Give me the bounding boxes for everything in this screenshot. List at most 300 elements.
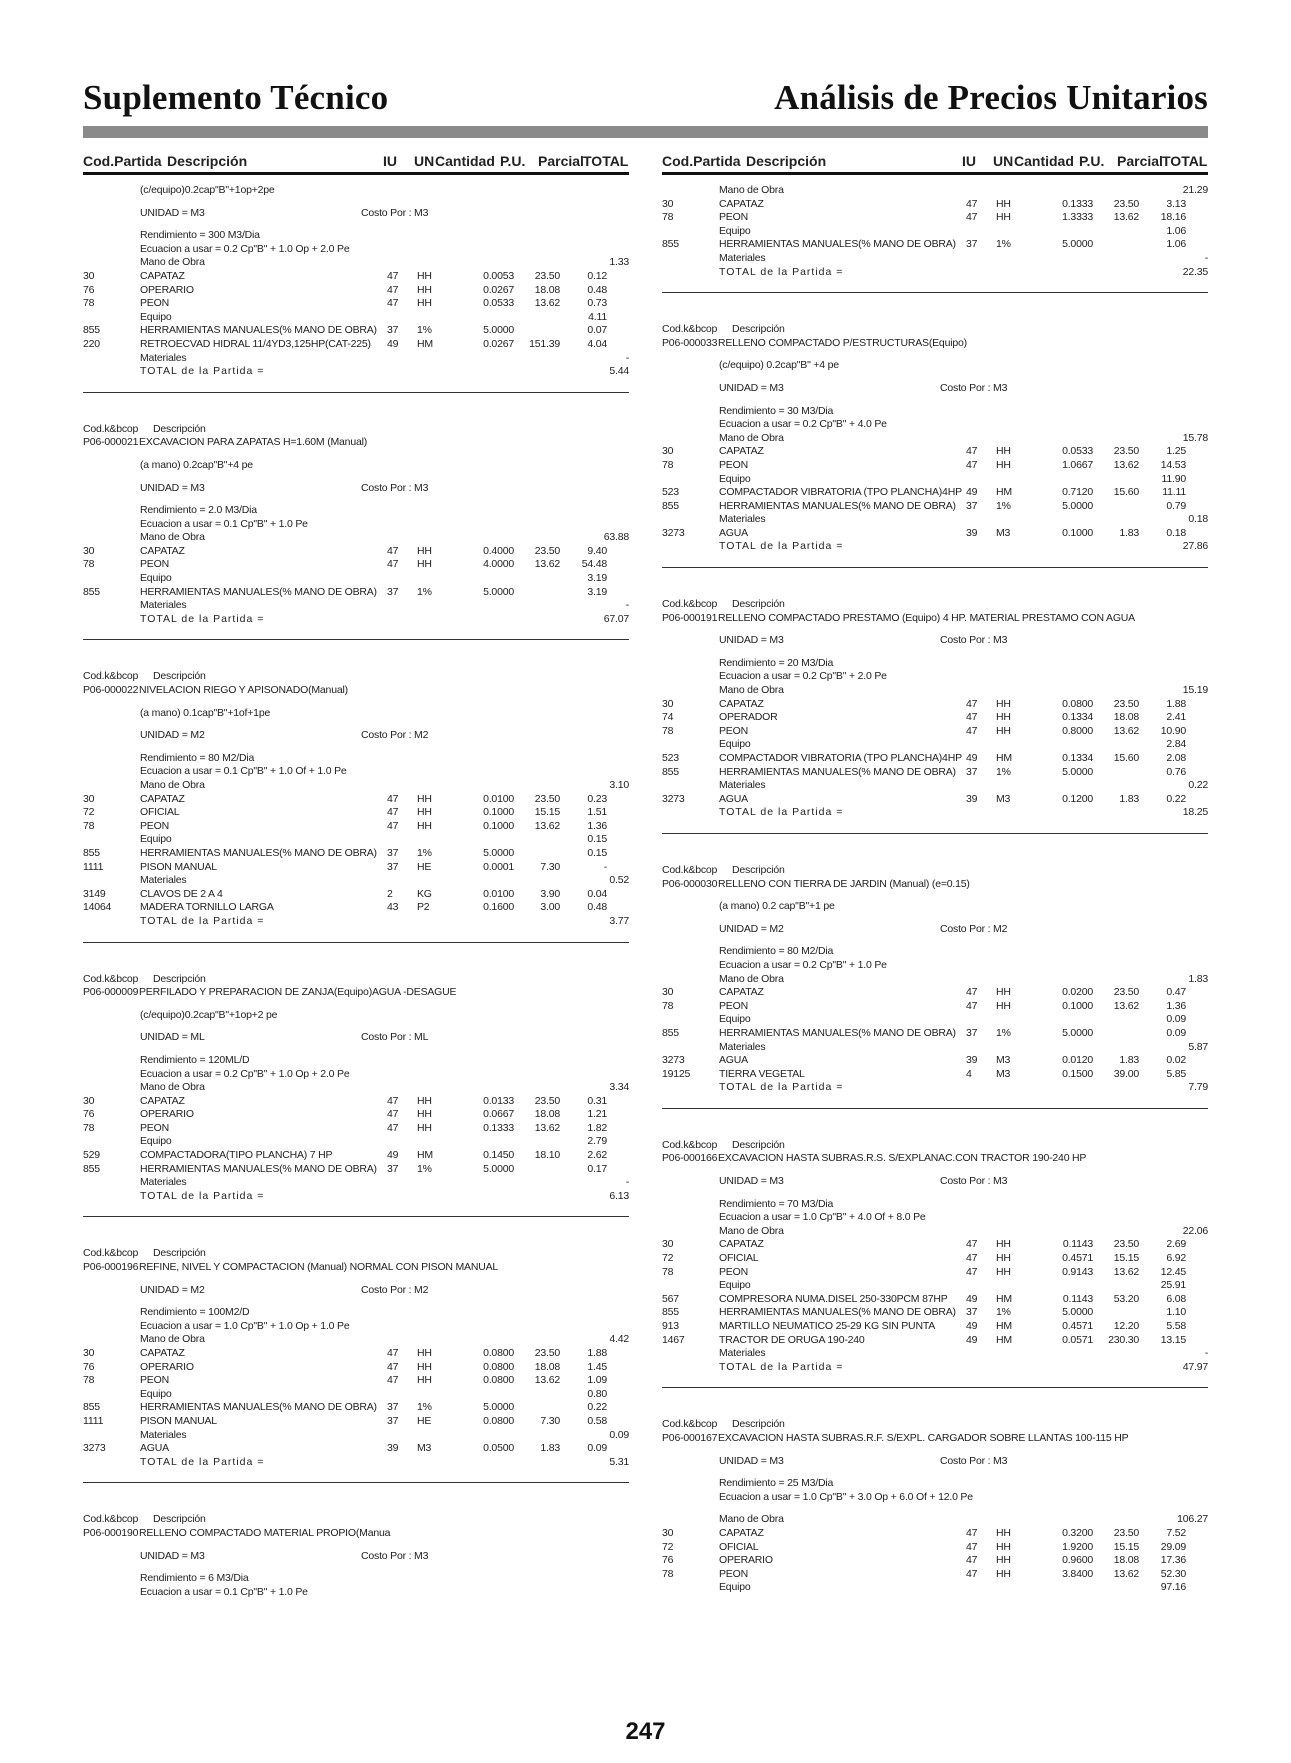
- table-row: [662, 1361, 1208, 1375]
- row-iu: 49: [966, 1292, 978, 1305]
- row-total: -: [1204, 1347, 1208, 1360]
- table-row: [662, 1306, 1208, 1320]
- row-description: Materiales: [140, 599, 187, 612]
- table-row: [83, 1401, 629, 1415]
- row-description: PEON: [719, 1567, 748, 1580]
- partida-cost-basis: Costo Por : M3: [361, 1549, 429, 1562]
- row-unit: HH: [996, 1238, 1011, 1251]
- row-quantity: 1.0667: [1062, 458, 1093, 471]
- row-description: PEON: [719, 458, 748, 471]
- partida-equation: Ecuacion a usar = 1.0 Cp"B" + 4.0 Of + 8.0 Pe: [719, 1211, 926, 1224]
- table-row: [83, 861, 629, 875]
- row-iu: 37: [966, 1026, 978, 1039]
- row-unit-price: 23.50: [534, 269, 560, 282]
- row-iu: 37: [387, 1162, 399, 1175]
- row-partial: 54.48: [581, 558, 607, 571]
- row-code: 30: [83, 1094, 95, 1107]
- row-unit: HH: [417, 1360, 432, 1373]
- partida-title: PERFILADO Y PREPARACION DE ZANJA(Equipo)AGUA -DESAGUE: [139, 986, 457, 999]
- row-description: PEON: [140, 1374, 169, 1387]
- row-unit: HH: [996, 1252, 1011, 1265]
- row-iu: 47: [387, 544, 399, 557]
- partida-cost-basis: Costo Por : M3: [361, 206, 429, 219]
- row-unit-price: 18.08: [534, 283, 560, 296]
- partida-rendimiento-line: [83, 752, 629, 766]
- row-unit: 1%: [417, 324, 432, 337]
- row-partial: 1.21: [587, 1108, 607, 1121]
- partida-rendimiento-line: [662, 1198, 1208, 1212]
- row-iu: 37: [387, 1401, 399, 1414]
- col-header-desc: Descripción: [167, 153, 248, 169]
- row-partial: 1.88: [587, 1347, 607, 1359]
- row-description: Equipo: [719, 472, 751, 485]
- table-row: [662, 1347, 1208, 1361]
- row-quantity: 0.0571: [1062, 1333, 1093, 1346]
- row-iu: 47: [387, 297, 399, 310]
- desc-header-label: Descripción: [732, 1138, 785, 1151]
- row-code: 913: [662, 1320, 679, 1332]
- row-total: 0.18: [1188, 513, 1208, 526]
- col-header-un: UN: [414, 153, 435, 169]
- table-row: [83, 558, 629, 572]
- row-unit: HH: [996, 445, 1011, 458]
- row-iu: 49: [387, 337, 399, 350]
- partida-rendimiento-line: [662, 1477, 1208, 1491]
- partida-title: RELLENO COMPACTADO PRESTAMO (Equipo) 4 HP. MATERIAL PRESTAMO CON AGUA: [718, 611, 1135, 624]
- row-quantity: 0.0001: [483, 860, 514, 873]
- row-code: 30: [83, 792, 95, 805]
- row-unit-price: 3.90: [540, 887, 560, 900]
- partida-block: [83, 973, 629, 1204]
- partida-equation-line: [662, 418, 1208, 432]
- row-iu: 47: [387, 269, 399, 282]
- row-quantity: 0.0100: [483, 792, 514, 805]
- partida-equation: Ecuacion a usar = 0.1 Cp"B" + 1.0 Of + 1.0 Pe: [140, 765, 347, 778]
- row-code: 855: [662, 765, 679, 778]
- row-unit-price: 3.00: [540, 901, 560, 914]
- row-iu: 47: [387, 1094, 399, 1107]
- row-total: 18.25: [1182, 806, 1208, 819]
- row-description: HERRAMIENTAS MANUALES(% MANO DE OBRA): [140, 585, 377, 598]
- partida-code: P06-000009: [83, 986, 139, 999]
- partida-equation-line: [83, 1320, 629, 1334]
- row-description: PEON: [719, 724, 748, 737]
- table-row: [83, 1347, 629, 1361]
- table-row: [83, 586, 629, 600]
- partida-unit-line: [83, 729, 629, 743]
- partida-equation: Ecuacion a usar = 0.1 Cp"B" + 1.0 Pe: [140, 1585, 308, 1598]
- row-quantity: 0.1200: [1062, 792, 1093, 805]
- row-partial: 12.45: [1160, 1265, 1186, 1278]
- row-description: TIERRA VEGETAL: [719, 1067, 805, 1080]
- row-total: 3.77: [609, 914, 629, 927]
- partida-unit-line: [662, 634, 1208, 648]
- row-description: HERRAMIENTAS MANUALES(% MANO DE OBRA): [140, 324, 377, 337]
- partida-unit-line: [83, 1550, 629, 1564]
- row-code: 72: [662, 1252, 674, 1265]
- row-quantity: 0.4571: [1062, 1320, 1093, 1332]
- row-description: TOTAL de la Partida =: [719, 265, 844, 278]
- partida-formula-line: [83, 184, 629, 198]
- row-description: COMPACTADOR VIBRATORIA (TPO PLANCHA)4HP: [719, 752, 962, 764]
- partida-rendimiento: Rendimiento = 100M2/D: [140, 1306, 250, 1319]
- table-row: [662, 1054, 1208, 1068]
- row-description: MADERA TORNILLO LARGA: [140, 901, 274, 914]
- row-quantity: 0.0800: [483, 1414, 514, 1427]
- partida-title: RELLENO COMPACTADO MATERIAL PROPIO(Manua: [139, 1526, 391, 1539]
- row-partial: 0.58: [587, 1414, 607, 1427]
- row-iu: 47: [966, 458, 978, 471]
- partida-code-header: [662, 323, 1208, 337]
- row-iu: 47: [387, 792, 399, 805]
- row-quantity: 0.4000: [483, 544, 514, 557]
- row-description: Materiales: [140, 1176, 187, 1189]
- partida-rendimiento: Rendimiento = 80 M2/Dia: [140, 751, 255, 764]
- row-unit: 1%: [996, 765, 1011, 778]
- row-quantity: 0.1600: [483, 901, 514, 914]
- table-row: [83, 1415, 629, 1429]
- row-unit-price: 23.50: [534, 1347, 560, 1359]
- partida-equation: Ecuacion a usar = 0.2 Cp"B" + 1.0 Op + 2.0 Pe: [140, 1067, 350, 1080]
- table-row: [83, 793, 629, 807]
- row-code: 74: [662, 711, 674, 724]
- table-row: [662, 432, 1208, 446]
- row-total: 1.83: [1188, 972, 1208, 985]
- table-row: [662, 1293, 1208, 1307]
- partida-equation-line: [662, 1211, 1208, 1225]
- block-separator: [662, 292, 1208, 293]
- table-row: [83, 1374, 629, 1388]
- row-unit: HH: [996, 1540, 1011, 1553]
- row-partial: 97.16: [1160, 1581, 1186, 1594]
- row-unit-price: 151.39: [529, 337, 560, 350]
- row-partial: 2.79: [587, 1135, 607, 1148]
- partida-rendimiento-line: [662, 945, 1208, 959]
- row-code: 855: [83, 846, 100, 859]
- partida-unit: UNIDAD = M3: [140, 1549, 205, 1562]
- row-iu: 47: [966, 211, 978, 224]
- row-unit: HH: [996, 1554, 1011, 1567]
- row-iu: 39: [387, 1442, 399, 1455]
- row-quantity: 0.0200: [1062, 986, 1093, 999]
- table-row: [662, 986, 1208, 1000]
- row-iu: 47: [387, 819, 399, 832]
- row-code: 76: [83, 283, 95, 296]
- row-unit: HH: [417, 819, 432, 832]
- row-description: Equipo: [140, 1387, 172, 1400]
- row-quantity: 5.0000: [1062, 238, 1093, 251]
- table-row: [662, 211, 1208, 225]
- row-total: 7.79: [1188, 1081, 1208, 1094]
- row-unit-price: 13.62: [1113, 1265, 1139, 1278]
- row-quantity: 0.0100: [483, 887, 514, 900]
- row-unit: HE: [417, 860, 432, 873]
- row-code: 3273: [662, 792, 685, 805]
- row-unit-price: 13.62: [534, 297, 560, 310]
- row-quantity: 0.1500: [1062, 1067, 1093, 1080]
- row-iu: 49: [966, 1333, 978, 1346]
- row-quantity: 0.0053: [483, 269, 514, 282]
- partida-code: P06-000190: [83, 1526, 139, 1539]
- row-description: OFICIAL: [140, 806, 180, 819]
- col-header-pu: P.U.: [500, 153, 526, 169]
- row-unit-price: 18.08: [1113, 1554, 1139, 1567]
- table-row: [662, 793, 1208, 807]
- row-unit-price: 1.83: [1119, 1054, 1139, 1067]
- row-code: 78: [662, 999, 674, 1012]
- row-description: Equipo: [140, 1135, 172, 1148]
- row-unit: 1%: [996, 238, 1011, 251]
- row-iu: 47: [387, 1374, 399, 1387]
- table-row: [662, 500, 1208, 514]
- row-quantity: 0.0533: [1062, 445, 1093, 458]
- table-row: [662, 684, 1208, 698]
- partida-formula-line: [83, 459, 629, 473]
- partida-title: NIVELACION RIEGO Y APISONADO(Manual): [139, 684, 348, 697]
- row-unit-price: 18.08: [534, 1108, 560, 1121]
- partida-rendimiento-line: [83, 504, 629, 518]
- desc-header-label: Descripción: [732, 863, 785, 876]
- partida-title: RELLENO CON TIERRA DE JARDIN (Manual) (e=0.15): [718, 877, 970, 890]
- partida-equation: Ecuacion a usar = 0.2 Cp"B" + 1.0 Op + 2.0 Pe: [140, 242, 350, 255]
- row-iu: 47: [966, 999, 978, 1012]
- row-unit: HH: [417, 1108, 432, 1121]
- partida-equation: Ecuacion a usar = 0.2 Cp"B" + 4.0 Pe: [719, 418, 887, 431]
- col-header-cant: Cantidad: [1014, 153, 1074, 169]
- block-separator: [83, 1216, 629, 1217]
- block-separator: [662, 833, 1208, 834]
- row-code: 523: [662, 752, 679, 764]
- row-unit: HH: [996, 986, 1011, 999]
- row-partial: 1.06: [1166, 238, 1186, 251]
- row-partial: 0.48: [587, 283, 607, 296]
- row-partial: 0.12: [587, 269, 607, 282]
- row-description: Equipo: [719, 738, 751, 751]
- row-quantity: 4.0000: [483, 558, 514, 571]
- partida-rendimiento: Rendimiento = 30 M3/Dia: [719, 404, 834, 417]
- partida-code: P06-000022: [83, 684, 139, 697]
- partida-code: P06-000191: [662, 611, 718, 624]
- row-partial: 0.15: [587, 833, 607, 846]
- row-quantity: 0.0800: [483, 1347, 514, 1359]
- partida-code: P06-000166: [662, 1152, 718, 1165]
- row-description: Materiales: [140, 1428, 187, 1441]
- row-quantity: 0.3200: [1062, 1526, 1093, 1539]
- partida-equation-line: [662, 670, 1208, 684]
- row-description: Equipo: [719, 1279, 751, 1292]
- partida-formula-line: [83, 1009, 629, 1023]
- partida-rendimiento-line: [83, 1054, 629, 1068]
- table-row: [83, 874, 629, 888]
- row-quantity: 5.0000: [483, 846, 514, 859]
- row-description: PEON: [719, 1265, 748, 1278]
- row-quantity: 0.0667: [483, 1108, 514, 1121]
- row-description: CAPATAZ: [719, 197, 764, 210]
- partida-rendimiento: Rendimiento = 6 M3/Dia: [140, 1572, 249, 1585]
- row-unit-price: 13.62: [534, 1374, 560, 1387]
- row-partial: 13.15: [1160, 1333, 1186, 1346]
- table-row: [662, 1541, 1208, 1555]
- row-description: Equipo: [719, 224, 751, 237]
- partida-code-header: [83, 670, 629, 684]
- partida-cost-basis: Costo Por : M3: [940, 381, 1008, 394]
- row-description: Materiales: [719, 1040, 766, 1053]
- row-iu: 37: [966, 1306, 978, 1319]
- row-description: PEON: [719, 211, 748, 224]
- row-partial: 6.92: [1166, 1252, 1186, 1265]
- partida-unit: UNIDAD = M3: [719, 1454, 784, 1467]
- row-total: 3.10: [609, 779, 629, 791]
- row-description: TOTAL de la Partida =: [719, 540, 844, 553]
- row-description: Equipo: [140, 572, 172, 585]
- partida-rendimiento: Rendimiento = 2.0 M3/Dia: [140, 504, 257, 517]
- row-unit: HH: [417, 558, 432, 571]
- table-row: [83, 1333, 629, 1347]
- page-number: 247: [625, 1718, 666, 1745]
- block-separator: [83, 942, 629, 943]
- row-code: 76: [83, 1360, 95, 1373]
- row-code: 567: [662, 1292, 679, 1305]
- partida-block: [662, 175, 1208, 279]
- table-row: [83, 256, 629, 270]
- row-iu: 39: [966, 792, 978, 805]
- row-unit: HH: [417, 1121, 432, 1134]
- partida-cost-basis: Costo Por : M3: [361, 481, 429, 494]
- partida-unit-line: [83, 207, 629, 221]
- row-partial: 14.53: [1160, 458, 1186, 471]
- row-quantity: 0.0500: [483, 1442, 514, 1455]
- row-partial: 10.90: [1160, 724, 1186, 737]
- desc-header-label: Descripción: [153, 972, 206, 985]
- row-iu: 47: [966, 1526, 978, 1539]
- row-code: 78: [83, 819, 95, 832]
- row-code: 3273: [662, 526, 685, 539]
- row-code: 30: [662, 1526, 674, 1539]
- row-unit-price: 18.08: [1113, 711, 1139, 724]
- row-description: Mano de Obra: [719, 184, 784, 196]
- row-quantity: 0.7120: [1062, 486, 1093, 499]
- row-code: 78: [662, 211, 674, 224]
- desc-header-label: Descripción: [732, 1418, 785, 1431]
- partida-equation-line: [83, 518, 629, 532]
- row-partial: 0.02: [1166, 1054, 1186, 1067]
- row-unit-price: 1.83: [1119, 526, 1139, 539]
- table-row: [662, 1238, 1208, 1252]
- row-description: COMPACTADOR VIBRATORIA (TPO PLANCHA)4HP: [719, 486, 962, 499]
- table-row: [662, 766, 1208, 780]
- row-quantity: 5.0000: [483, 1162, 514, 1175]
- table-row: [83, 613, 629, 627]
- row-iu: 47: [387, 283, 399, 296]
- partida-cost-basis: Costo Por : ML: [361, 1031, 429, 1044]
- row-description: OPERARIO: [140, 1360, 194, 1373]
- block-separator: [83, 392, 629, 393]
- table-row: [83, 1163, 629, 1177]
- row-code: 855: [83, 1162, 100, 1175]
- row-description: HERRAMIENTAS MANUALES(% MANO DE OBRA): [719, 765, 956, 778]
- partida-rendimiento-line: [662, 657, 1208, 671]
- row-iu: 47: [966, 1265, 978, 1278]
- row-unit-price: 23.50: [1113, 197, 1139, 210]
- row-quantity: 0.1333: [1062, 197, 1093, 210]
- partida-title-line: [662, 337, 1208, 351]
- partida-rendimiento-line: [83, 1572, 629, 1586]
- row-iu: 47: [387, 1108, 399, 1121]
- row-unit: HM: [417, 1149, 433, 1162]
- partida-unit-line: [83, 482, 629, 496]
- table-row: [83, 820, 629, 834]
- row-code: 78: [83, 1374, 95, 1387]
- row-code: 1111: [83, 860, 104, 873]
- table-row: [662, 1279, 1208, 1293]
- row-description: COMPACTADORA(TIPO PLANCHA) 7 HP: [140, 1149, 333, 1162]
- row-description: HERRAMIENTAS MANUALES(% MANO DE OBRA): [719, 499, 956, 512]
- table-row: [83, 779, 629, 793]
- table-row: [662, 698, 1208, 712]
- row-partial: 3.19: [587, 572, 607, 585]
- cod-header-label: Cod.k&bcop: [83, 670, 139, 683]
- partida-equation-line: [83, 1068, 629, 1082]
- row-total: -: [1204, 251, 1208, 264]
- table-row: [662, 266, 1208, 280]
- row-total: 5.87: [1188, 1040, 1208, 1053]
- row-iu: 47: [387, 1121, 399, 1134]
- row-iu: 47: [966, 711, 978, 724]
- row-iu: 37: [387, 585, 399, 598]
- row-description: PEON: [140, 1121, 169, 1134]
- table-row: [662, 527, 1208, 541]
- row-iu: 47: [387, 1347, 399, 1359]
- table-row: [83, 1095, 629, 1109]
- row-partial: 0.18: [1166, 526, 1186, 539]
- table-row: [83, 1361, 629, 1375]
- row-quantity: 0.8000: [1062, 724, 1093, 737]
- partida-unit: UNIDAD = M3: [719, 634, 784, 647]
- table-row: [662, 738, 1208, 752]
- table-row: [83, 531, 629, 545]
- row-unit-price: 13.62: [1113, 458, 1139, 471]
- partida-equation: Ecuacion a usar = 0.1 Cp"B" + 1.0 Pe: [140, 517, 308, 530]
- row-unit: 1%: [996, 1306, 1011, 1319]
- table-row: [83, 1442, 629, 1456]
- table-row: [83, 284, 629, 298]
- row-description: Equipo: [719, 1581, 751, 1594]
- row-code: 3149: [83, 887, 106, 900]
- table-row: [662, 184, 1208, 198]
- partida-formula: (a mano) 0.2cap"B"+4 pe: [140, 458, 253, 471]
- table-row: [662, 1252, 1208, 1266]
- col-header-pu: P.U.: [1079, 153, 1105, 169]
- partida-formula: (c/equipo) 0.2cap"B" +4 pe: [719, 359, 839, 372]
- row-unit: HM: [996, 1333, 1012, 1346]
- row-total: 22.06: [1182, 1224, 1208, 1237]
- row-iu: 37: [387, 860, 399, 873]
- partida-unit: UNIDAD = M3: [140, 481, 205, 494]
- row-description: TOTAL de la Partida =: [719, 1081, 844, 1094]
- partida-equation-line: [662, 959, 1208, 973]
- row-code: 78: [662, 1265, 674, 1278]
- table-row: [83, 1190, 629, 1204]
- row-total: -: [625, 1176, 629, 1189]
- block-separator: [662, 567, 1208, 568]
- table-row: [662, 1513, 1208, 1527]
- row-quantity: 0.1334: [1062, 752, 1093, 764]
- row-code: 30: [662, 1238, 674, 1251]
- partida-title-line: [83, 1527, 629, 1541]
- partida-block: [83, 423, 629, 627]
- row-description: CAPATAZ: [140, 269, 185, 282]
- row-description: Materiales: [719, 513, 766, 526]
